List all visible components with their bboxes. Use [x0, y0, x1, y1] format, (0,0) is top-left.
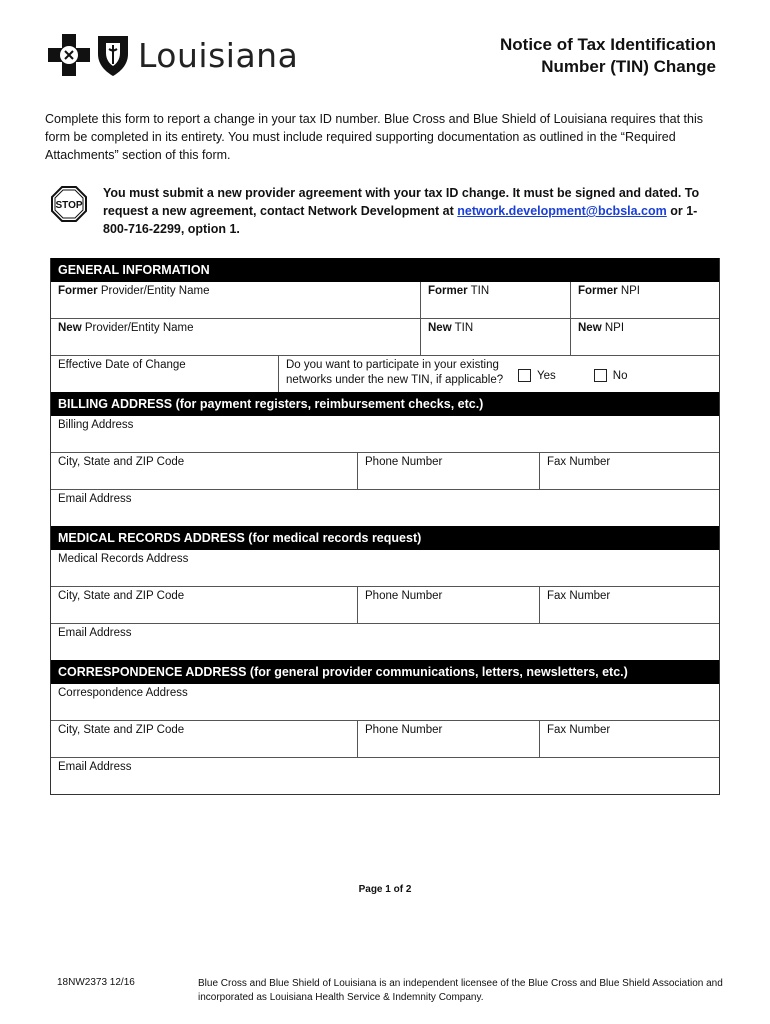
correspondence-phone-field[interactable]: Phone Number	[357, 721, 539, 757]
correspondence-city-row	[51, 720, 719, 757]
notice-text-before: You must submit a new provider agreement with your tax ID change. It must be signed and dated. To request a new agreement, contact Network Development at	[103, 186, 700, 218]
former-row	[51, 282, 719, 318]
billing-email-field[interactable]: Email Address	[58, 493, 132, 505]
form-number: 18NW2373 12/16	[57, 977, 135, 988]
correspondence-city-field[interactable]: City, State and ZIP Code	[58, 724, 185, 736]
form-title	[500, 34, 716, 78]
participate-question-cell	[278, 356, 719, 392]
effective-date-row	[51, 355, 719, 392]
tin-change-form	[50, 258, 720, 795]
title-line-1: Notice of Tax Identification	[500, 35, 716, 54]
brand-name: Louisiana	[138, 35, 299, 75]
billing-city-field[interactable]: City, State and ZIP Code	[58, 456, 185, 468]
participate-question: Do you want to participate in your existing networks under the new TIN, if applicable?	[286, 359, 504, 386]
company-logo	[48, 33, 298, 77]
notice-text-after: or 1-800-716-2299, option 1.	[103, 204, 698, 236]
intro-text: Complete this form to report a change in your tax ID number. Blue Cross and Blue Shield of Louisiana requires that this form be completed in its entirety. You must include required supporting documentation as outlined in the “Required Attachments” section of this form.	[45, 112, 703, 162]
billing-city-row	[51, 452, 719, 489]
new-npi-field[interactable]: New NPI	[570, 319, 719, 355]
checkbox-box[interactable]	[594, 369, 607, 382]
new-entity-name-field[interactable]: New Provider/Entity Name	[58, 322, 194, 334]
medical-city-row	[51, 586, 719, 623]
correspondence-address-field[interactable]: Correspondence Address	[58, 687, 188, 699]
page-number: Page 1 of 2	[358, 884, 412, 895]
billing-address-heading: BILLING ADDRESS (for payment registers, reimbursement checks, etc.)	[51, 392, 719, 416]
disclaimer-text: Blue Cross and Blue Shield of Louisiana is an independent licensee of the Blue Cross and Blue Shield Association and incorporated as Louisiana Health Service & Indemnity Company.	[198, 978, 723, 1003]
billing-email-row	[51, 489, 719, 526]
correspondence-fax-field[interactable]: Fax Number	[539, 721, 719, 757]
new-tin-field[interactable]: New TIN	[420, 319, 570, 355]
effective-date-field[interactable]: Effective Date of Change	[58, 359, 186, 371]
stop-label: STOP	[55, 200, 83, 211]
former-tin-field[interactable]: Former TIN	[420, 282, 570, 318]
blue-cross-icon	[48, 34, 90, 76]
network-development-email-link[interactable]: network.development@bcbsla.com	[457, 204, 667, 218]
blue-shield-icon	[94, 33, 132, 77]
medical-records-heading: MEDICAL RECORDS ADDRESS (for medical records request)	[51, 526, 719, 550]
yes-checkbox[interactable]: Yes	[518, 369, 556, 382]
general-information-heading: GENERAL INFORMATION	[51, 258, 719, 282]
billing-address-row	[51, 416, 719, 452]
former-entity-name-field[interactable]: Former Provider/Entity Name	[58, 285, 210, 297]
checkbox-box[interactable]	[518, 369, 531, 382]
new-row	[51, 318, 719, 355]
title-line-2: Number (TIN) Change	[541, 57, 716, 76]
medical-phone-field[interactable]: Phone Number	[357, 587, 539, 623]
medical-email-field[interactable]: Email Address	[58, 627, 132, 639]
medical-city-field[interactable]: City, State and ZIP Code	[58, 590, 185, 602]
stop-sign-icon	[51, 186, 87, 222]
former-npi-field[interactable]: Former NPI	[570, 282, 719, 318]
notice-text	[103, 184, 715, 238]
correspondence-email-field[interactable]: Email Address	[58, 761, 132, 773]
medical-address-row	[51, 550, 719, 586]
stop-sign	[51, 186, 87, 227]
medical-fax-field[interactable]: Fax Number	[539, 587, 719, 623]
correspondence-email-row	[51, 757, 719, 794]
billing-fax-field[interactable]: Fax Number	[539, 453, 719, 489]
billing-address-field[interactable]: Billing Address	[58, 419, 134, 431]
correspondence-address-row	[51, 684, 719, 720]
billing-phone-field[interactable]: Phone Number	[357, 453, 539, 489]
correspondence-heading: CORRESPONDENCE ADDRESS (for general provider communications, letters, newsletters, etc.)	[51, 660, 719, 684]
medical-email-row	[51, 623, 719, 660]
medical-address-field[interactable]: Medical Records Address	[58, 553, 189, 565]
no-checkbox[interactable]: No	[594, 369, 628, 382]
